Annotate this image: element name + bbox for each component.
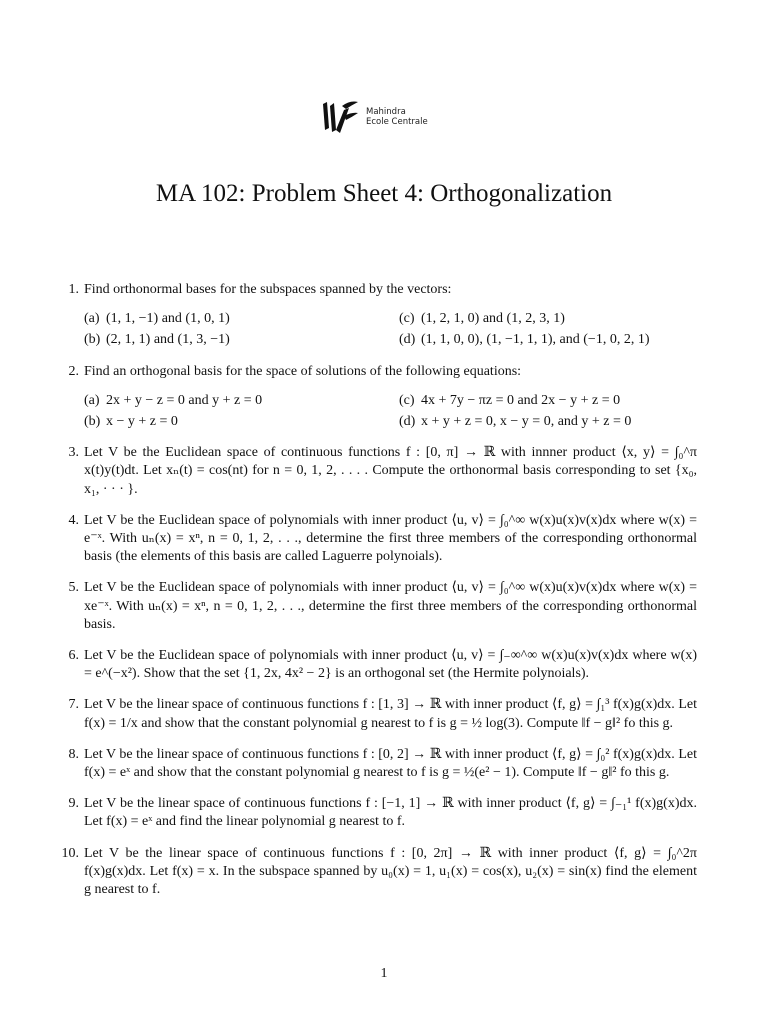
problem-item [63, 746, 697, 782]
problem-text: Let V be the linear space of continuous functions f : [1, 3] → ℝ with inner product ⟨f, g⟩ = ∫₁³ f(x)g(x)dx. Let f(x) = 1/x and show that the constant polynomial g nearest to f is g = ½ log(3). Compute ‖f − g‖² fo this g. [84, 697, 697, 731]
subpart-item: (b) (2, 1, 1) and (1, 3, −1) [84, 332, 230, 348]
problem-list [63, 281, 697, 912]
problem-text: Let V be the Euclidean space of continuous functions f : [0, π] → ℝ with innner product ⟨x, y⟩ = ∫₀^π x(t)y(t)dt. Let xₙ(t) = cos(nt) for n = 0, 1, 2, . . . . Compute the orthonormal basis corresponding to set {x₀, x₁, · · · }. [84, 445, 697, 497]
problem-number: 5. [68, 580, 79, 596]
problem-text: Find an orthogonal basis for the space of solutions of the following equations: [84, 363, 522, 379]
problem-number: 6. [68, 648, 79, 664]
problem-item [63, 444, 697, 499]
problem-number: 4. [68, 512, 79, 528]
subparts [84, 310, 697, 349]
problem-text: Let V be the linear space of continuous functions f : [−1, 1] → ℝ with inner product ⟨f, g⟩ = ∫₋₁¹ f(x)g(x)dx. Let f(x) = eˣ and find the linear polynomial g nearest to f. [84, 796, 697, 830]
problem-item [63, 512, 697, 567]
problem-item [63, 281, 697, 350]
subpart-item: (d) (1, 1, 0, 0), (1, −1, 1, 1), and (−1, 0, 2, 1) [399, 332, 650, 348]
problem-number: 2. [68, 363, 79, 379]
problem-number: 9. [68, 796, 79, 812]
subpart-item: (d) x + y + z = 0, x − y = 0, and y + z = 0 [399, 414, 632, 430]
problem-text: Find orthonormal bases for the subspaces spanned by the vectors: [84, 282, 452, 297]
problem-number: 8. [68, 746, 79, 762]
subpart-item: (c) (1, 2, 1, 0) and (1, 2, 3, 1) [399, 311, 565, 327]
problem-number: 10. [61, 845, 79, 861]
problem-text: Let V be the linear space of continuous functions f : [0, 2π] → ℝ with inner product ⟨f, g⟩ = ∫₀^2π f(x)g(x)dx. Let f(x) = x. In the subspace spanned by u₀(x) = 1, u₁(x) = cos(x), u₂(x) = sin(x) find the element g nearest to f. [84, 845, 697, 898]
subparts [84, 392, 697, 431]
problem-item [63, 845, 697, 900]
page-title: MA 102: Problem Sheet 4: Orthogonalization [155, 180, 613, 207]
problem-text: Let V be the Euclidean space of polynomials with inner product ⟨u, v⟩ = ∫₀^∞ w(x)u(x)v(x)dx where w(x) = xe⁻ˣ. With uₙ(x) = xⁿ, n = 0, 1, 2, . . ., determine the first three members of the corresponding orthonormal basis. [84, 580, 697, 632]
subpart-item: (b) x − y + z = 0 [84, 414, 178, 430]
problem-item [63, 795, 697, 831]
logo-mark-icon [322, 100, 360, 134]
problem-item [63, 647, 697, 683]
page-number: 1 [380, 966, 388, 981]
problem-number: 7. [68, 697, 79, 713]
problem-text: Let V be the Euclidean space of polynomials with inner product ⟨u, v⟩ = ∫₋∞^∞ w(x)u(x)v(x)dx where w(x) = e^(−x²). Show that the set {1, 2x, 4x² − 2} is an orthogonal set (the Hermite polynoials). [84, 648, 697, 682]
problem-item [63, 363, 697, 432]
problem-number: 1. [68, 282, 79, 297]
logo-line-1: Mahindra [366, 107, 406, 117]
problem-item [63, 696, 697, 732]
problem-text: Let V be the linear space of continuous functions f : [0, 2] → ℝ with inner product ⟨f, g⟩ = ∫₀² f(x)g(x)dx. Let f(x) = eˣ and show that the constant polynomial g nearest to f is g = ½(e² − 1). Compute ‖f − g‖² fo this g. [84, 746, 697, 781]
subpart-item: (a) (1, 1, −1) and (1, 0, 1) [84, 311, 230, 327]
problem-item [63, 579, 697, 634]
subpart-item: (a) 2x + y − z = 0 and y + z = 0 [84, 392, 263, 408]
logo-line-2: Ecole Centrale [366, 117, 428, 127]
problem-text: Let V be the Euclidean space of polynomials with inner product ⟨u, v⟩ = ∫₀^∞ w(x)u(x)v(x)dx where w(x) = e⁻ˣ. With uₙ(x) = xⁿ, n = 0, 1, 2, . . ., determine the first three members of the corresponding orthonormal basis (the elements of this basis are called Laguerre polynoials). [84, 512, 697, 565]
institution-logo [322, 100, 428, 134]
problem-number: 3. [68, 445, 79, 461]
subpart-item: (c) 4x + 7y − πz = 0 and 2x − y + z = 0 [399, 392, 621, 408]
